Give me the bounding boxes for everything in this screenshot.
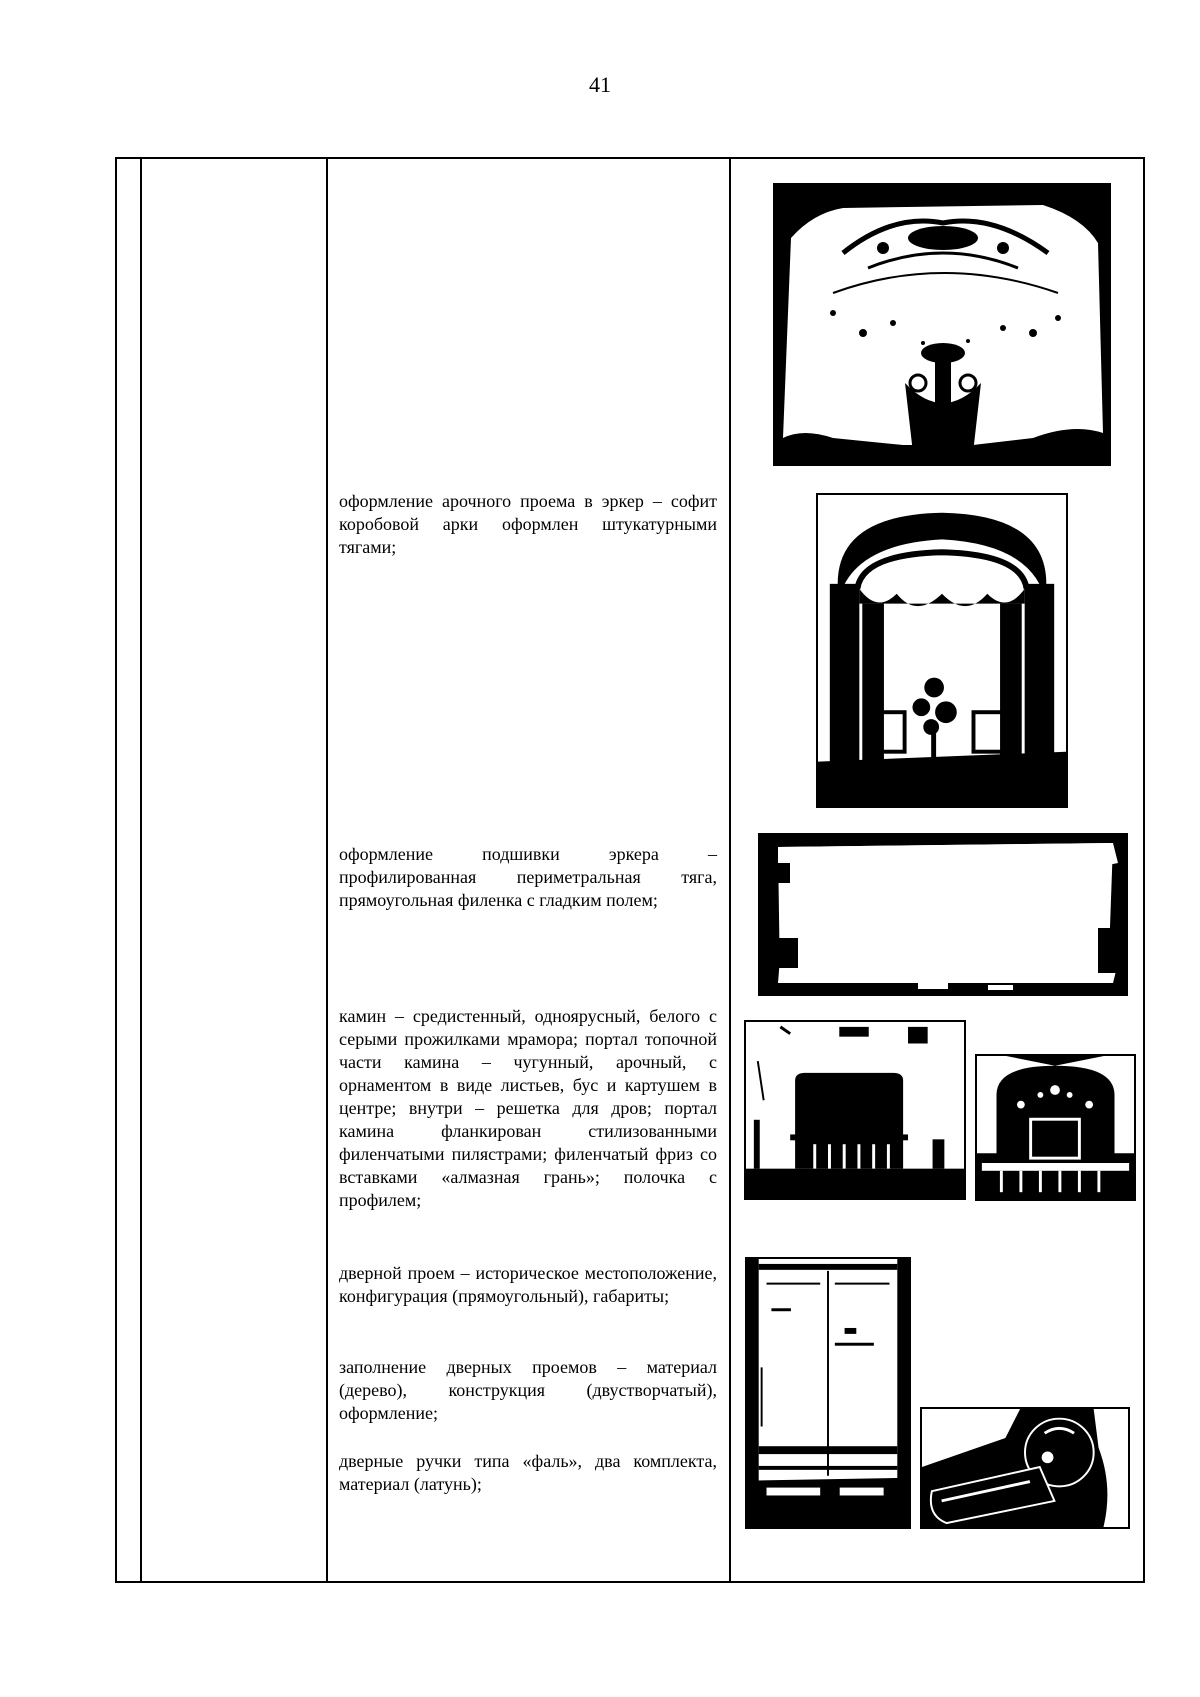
column-divider	[326, 159, 328, 1581]
item-doorway-text: дверной проем – историческое местоположение, конфигурация (прямоугольный), габариты;	[339, 1263, 717, 1306]
double-door-photo	[745, 1257, 911, 1529]
item-door-filling-text: заполнение дверных проемов – материал (дерево), конструкция (двустворчатый), оформление;	[339, 1357, 717, 1423]
item-arch-text: оформление арочного проема в эркер – софит коробовой арки оформлен штукатурными тягами;	[339, 491, 717, 557]
bay-soffit-photo	[758, 833, 1128, 996]
page-number: 41	[589, 72, 611, 97]
column-divider	[729, 159, 731, 1581]
item-fireplace-text: камин – средистенный, одноярусный, белого с серыми прожилками мрамора; портал топочной части камина – чугунный, арочный, с орнаментом в виде листьев, бус и картушем в центре; внутри – решетка для дров; портал камина фланкирован стилизованными филенчатыми пилястрами; филенчатый фриз со вставками «алмазная грань»; полочка с профилем;	[339, 1006, 717, 1210]
fireplace-photo	[744, 1020, 966, 1200]
arch-bay-window-photo	[816, 493, 1068, 808]
door-handle-photo	[920, 1407, 1130, 1529]
item-soffit-text: оформление подшивки эркера – профилированная периметральная тяга, прямоугольная филенка с гладким полем;	[339, 844, 717, 910]
ceiling-chandelier-photo	[773, 183, 1111, 466]
fireplace-detail-photo	[975, 1054, 1136, 1201]
column-divider	[140, 159, 142, 1581]
item-door-handles-text: дверные ручки типа «фаль», два комплекта, материал (латунь);	[339, 1451, 717, 1494]
